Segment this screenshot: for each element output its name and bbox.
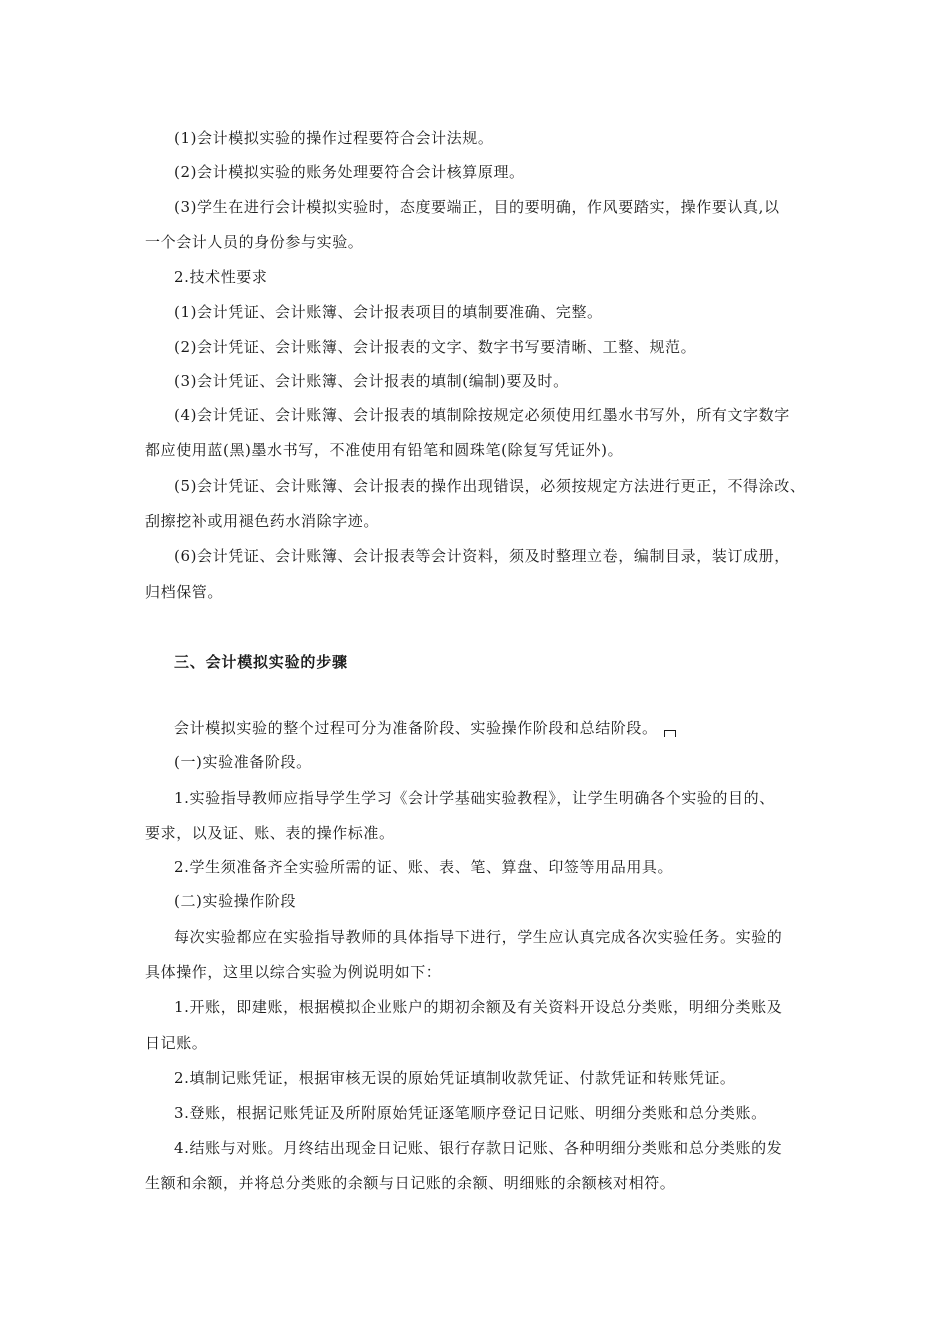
- phase1-title: (一)实验准备阶段。: [174, 753, 312, 771]
- section-intro: [174, 718, 676, 738]
- requirement-b4-line1: (4)会计凭证、会计账簿、会计报表的填制除按规定必须使用红墨水书写外，所有文字数字: [174, 406, 790, 424]
- requirement-b5-line2: 刮擦挖补或用褪色药水消除字迹。: [145, 512, 380, 530]
- requirement-b6-line1: (6)会计凭证、会计账簿、会计报表等会计资料，须及时整理立卷，编制目录，装订成册，: [174, 547, 790, 565]
- requirement-b5-line1: (5)会计凭证、会计账簿、会计报表的操作出现错误，必须按规定方法进行更正，不得涂改、: [174, 477, 806, 495]
- requirement-a2: (2)会计模拟实验的账务处理要符合会计核算原理。: [174, 163, 525, 181]
- step2: 2.填制记账凭证，根据审核无误的原始凭证填制收款凭证、付款凭证和转账凭证。: [174, 1069, 736, 1087]
- requirement-b1: (1)会计凭证、会计账簿、会计报表项目的填制要准确、完整。: [174, 303, 603, 321]
- step4-line1: 4.结账与对账。月终结出现金日记账、银行存款日记账、各种明细分类账和总分类账的发: [174, 1139, 783, 1157]
- section-heading: 三、会计模拟实验的步骤: [174, 653, 348, 671]
- requirement-b4-line2: 都应使用蓝(黑)墨水书写，不准使用有铅笔和圆珠笔(除复写凭证外)。: [145, 441, 624, 459]
- requirement-b3: (3)会计凭证、会计账簿、会计报表的填制(编制)要及时。: [174, 372, 569, 390]
- phase1-item2: 2.学生须准备齐全实验所需的证、账、表、笔、算盘、印签等用品用具。: [174, 858, 674, 876]
- subheading-technical: 2.技术性要求: [174, 268, 268, 286]
- step1-line1: 1.开账，即建账，根据模拟企业账户的期初余额及有关资料开设总分类账，明细分类账及: [174, 998, 783, 1016]
- requirement-b2: (2)会计凭证、会计账簿、会计报表的文字、数字书写要清晰、工整、规范。: [174, 338, 697, 356]
- step4-line2: 生额和余额，并将总分类账的余额与日记账的余额、明细账的余额核对相符。: [145, 1174, 676, 1192]
- requirement-b6-line2: 归档保管。: [145, 583, 224, 601]
- phase1-item1-line2: 要求，以及证、账、表的操作标准。: [145, 824, 395, 842]
- phase2-title: (二)实验操作阶段: [174, 892, 297, 910]
- requirement-a3-line2: 一个会计人员的身份参与实验。: [145, 233, 364, 251]
- requirement-a1: (1)会计模拟实验的操作过程要符合会计法规。: [174, 129, 494, 147]
- requirement-a3-line1: (3)学生在进行会计模拟实验时，态度要端正，目的要明确，作风要踏实，操作要认真,以: [174, 198, 780, 216]
- phase2-intro-line1: 每次实验都应在实验指导教师的具体指导下进行，学生应认真完成各次实验任务。实验的: [174, 928, 783, 946]
- phase2-intro-line2: 具体操作，这里以综合实验为例说明如下：: [145, 963, 442, 981]
- paragraph-mark-icon: [664, 730, 676, 737]
- step1-line2: 日记账。: [145, 1034, 208, 1052]
- phase1-item1-line1: 1.实验指导教师应指导学生学习《会计学基础实验教程》，让学生明确各个实验的目的、: [174, 789, 775, 807]
- section-intro-text: 会计模拟实验的整个过程可分为准备阶段、实验操作阶段和总结阶段。: [174, 719, 658, 737]
- step3: 3.登账，根据记账凭证及所附原始凭证逐笔顺序登记日记账、明细分类账和总分类账。: [174, 1104, 767, 1122]
